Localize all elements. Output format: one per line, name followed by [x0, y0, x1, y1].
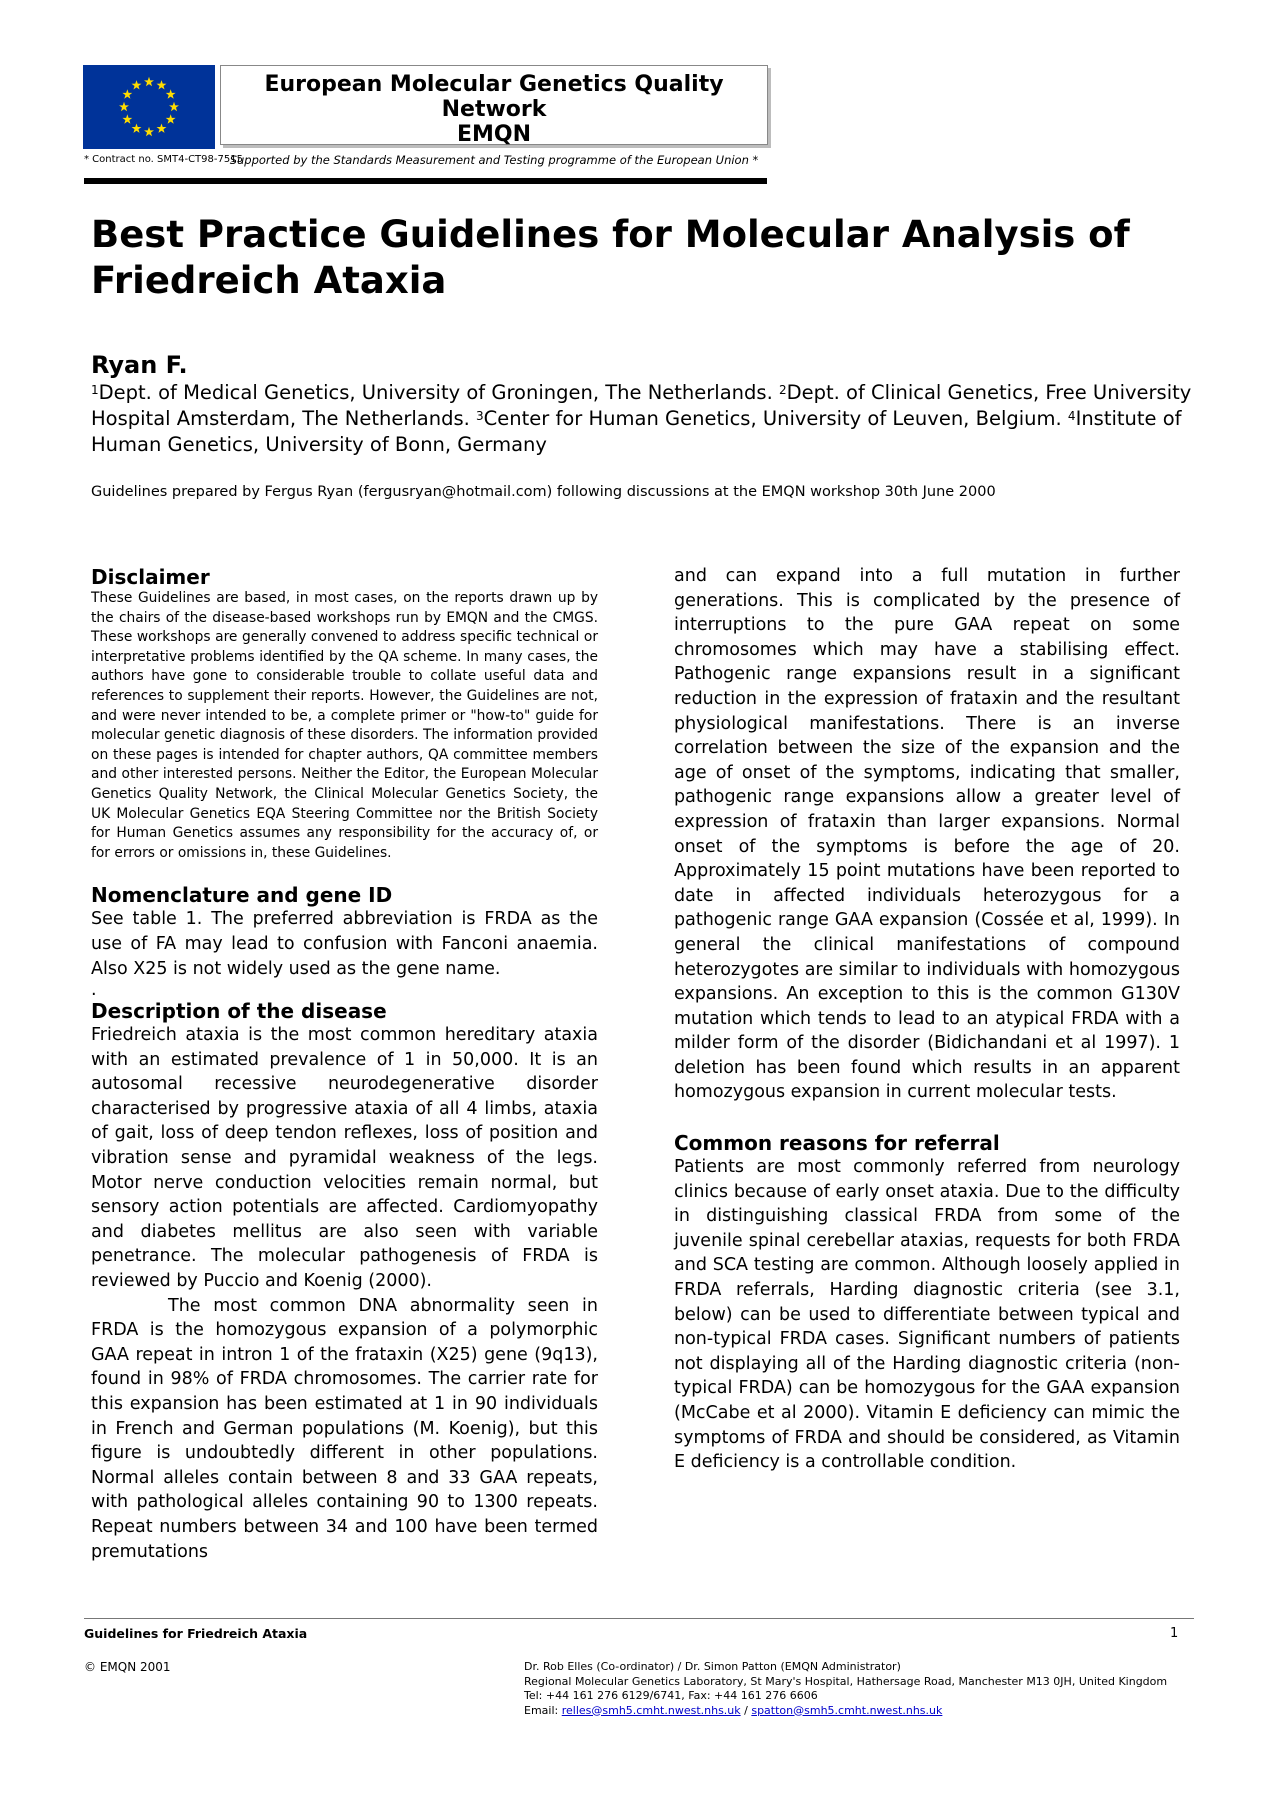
prepared-by-note: Guidelines prepared by Fergus Ryan (fergusryan@hotmail.com) following discussions at the EMQN workshop 30th June 2000 — [91, 484, 996, 500]
eu-star-icon — [144, 77, 154, 86]
description-paragraph-2: The most common DNA abnormality seen in FRDA is the homozygous expansion of a polymorphic GAA repeat in intron 1 of the frataxin (X25) gene (9q13), found in 98% of FRDA chromosomes. The carrier rate for this expansion has been estimated at 1 in 90 individuals in French and German populations (M. Koenig), but this figure is undoubtedly different in other populations. Normal alleles contain between 8 and 33 GAA repeats, with pathological alleles containing 90 to 1300 repeats. Repeat numbers between 34 and 100 have been termed premutations — [91, 1295, 598, 1562]
network-acronym: EMQN — [456, 122, 532, 147]
affiliations: $^1$Dept. of Medical Genetics, University of Groningen, The Netherlands. $^2$Dept. of Clinical Genetics, Free University Hospital Amsterdam, The Netherlands. $^3$Center for Human Genetics, University of Leuven, Belgium. $^4$Institute of Human Genetics, University of Bonn, Germany — [91, 381, 1192, 456]
disclaimer-text: These Guidelines are based, in most cases, on the reports drawn up by the chairs of the disease-based workshops run by EMQN and the CMGS. These workshops are generally convened to address specific technical or interpretative problems identified by the QA scheme. In many cases, the authors have gone to considerable trouble to collate useful data and references to supplement their reports. However, the Guidelines are not, and were never intended to be, a complete primer or "how-to" guide for molecular genetic diagnosis of these disorders. The information provided on these pages is intended for chapter authors, QA committee members and other interested persons. Neither the Editor, the European Molecular Genetics Quality Network, the Clinical Molecular Genetics Society, the UK Molecular Genetics EQA Steering Committee nor the British Society for Human Genetics assumes any responsibility for the accuracy of, or for errors or omissions in, these Guidelines. — [91, 590, 598, 861]
author: Ryan F. — [91, 351, 188, 379]
running-title: Guidelines for Friedreich Ataxia — [84, 1626, 308, 1641]
contact-names: Dr. Rob Elles (Co-ordinator) / Dr. Simon Patton (EMQN Administrator) — [524, 1660, 901, 1673]
nomenclature-heading: Nomenclature and gene ID — [91, 883, 393, 908]
page-number: 1 — [1170, 1626, 1179, 1641]
copyright: © EMQN 2001 — [84, 1660, 171, 1674]
eu-flag-logo — [83, 65, 215, 149]
left-column — [91, 565, 598, 1564]
referral-heading: Common reasons for referral — [674, 1131, 1000, 1156]
eu-star-icon — [119, 102, 129, 111]
contract-number: * Contract no. SMT4-CT98-7515 — [84, 154, 243, 165]
email-link-elles[interactable]: relles@smh5.cmht.nwest.nhs.uk — [561, 1703, 741, 1717]
eu-star-icon — [169, 102, 179, 111]
emqn-header-box — [220, 65, 768, 167]
stray-mark: . — [91, 980, 97, 1001]
referral-text: Patients are most commonly referred from neurology clinics because of early onset ataxia. Due to the difficulty in distinguishing classical FRDA from some of the juvenile spinal cerebellar ataxias, requests for both FRDA and SCA testing are common. Although loosely applied in FRDA referrals, Harding diagnostic criteria (see 3.1, below) can be used to differentiate between typical and non-typical FRDA cases. Significant numbers of patients not displaying all of the Harding diagnostic criteria (non-typical FRDA) can be homozygous for the GAA expansion (McCabe et al 2000). Vitamin E deficiency can mimic the symptoms of FRDA and should be considered, as Vitamin E deficiency is a controllable condition. — [674, 1157, 1180, 1473]
nomenclature-text: See table 1. The preferred abbreviation is FRDA as the use of FA may lead to confusion with Fanconi anaemia. Also X25 is not widely used as the gene name. — [91, 909, 598, 979]
email-link-patton[interactable]: spatton@smh5.cmht.nwest.nhs.uk — [751, 1703, 943, 1717]
header-rule — [84, 178, 767, 184]
eu-star-icon — [157, 123, 167, 132]
eu-star-icon — [166, 89, 176, 98]
description-paragraph-2-continued: and can expand into a full mutation in further generations. This is complicated by the presence of interruptions to the pure GAA repeat on some chromosomes which may have a stabilising effect. Pathogenic range expansions result in a significant reduction in the expression of frataxin and the resultant physiological manifestations. There is an inverse correlation between the size of the expansion and the age of onset of the symptoms, indicating that smaller, pathogenic range expansions allow a greater level of expression of frataxin than larger expansions. Normal onset of the symptoms is before the age of 20. Approximately 15 point mutations have been reported to date in affected individuals heterozygous for a pathogenic range GAA expansion (Cossée et al, 1999). In general the clinical manifestations of compound heterozygotes are similar to individuals with homozygous expansions. An exception to this is the common G130V mutation which tends to lead to an atypical FRDA with a milder form of the disorder (Bidichandani et al 1997). 1 deletion has been found which results in an apparent homozygous expansion in current molecular tests. — [674, 566, 1180, 1103]
eu-star-icon — [122, 114, 132, 123]
contact-block — [524, 1660, 1167, 1718]
contact-email: Email: relles@smh5.cmht.nwest.nhs.uk / spatton@smh5.cmht.nwest.nhs.uk — [524, 1703, 943, 1717]
eu-star-icon — [157, 80, 167, 89]
eu-star-icon — [122, 89, 132, 98]
contact-phone: Tel: +44 161 276 6129/6741, Fax: +44 161 276 6606 — [524, 1689, 818, 1702]
description-paragraph-1: Friedreich ataxia is the most common hereditary ataxia with an estimated prevalence of 1 in 50,000. It is an autosomal recessive neurodegenerative disorder characterised by progressive ataxia of all 4 limbs, ataxia of gait, loss of deep tendon reflexes, loss of position and vibration sense and pyramidal weakness of the legs. Motor nerve conduction velocities remain normal, but sensory action potentials are affected. Cardiomyopathy and diabetes mellitus are also seen with variable penetrance. The molecular pathogenesis of FRDA is reviewed by Puccio and Koenig (2000). — [91, 1025, 598, 1292]
disclaimer-heading: Disclaimer — [91, 565, 210, 589]
eu-star-icon — [132, 80, 142, 89]
network-title: European Molecular Genetics Quality Network — [264, 72, 724, 122]
eu-star-icon — [132, 123, 142, 132]
eu-stars-icon — [83, 65, 215, 149]
footer-rule — [84, 1618, 1194, 1619]
eu-star-icon — [144, 127, 154, 136]
document-title: Best Practice Guidelines for Molecular Analysis of Friedreich Ataxia — [91, 213, 1130, 302]
contact-address: Regional Molecular Genetics Laboratory, St Mary's Hospital, Hathersage Road, Manchester M13 0JH, United Kingdom — [524, 1674, 1168, 1688]
eu-star-icon — [166, 114, 176, 123]
description-heading: Description of the disease — [91, 999, 387, 1024]
support-text: Supported by the Standards Measurement and Testing programme of the European Union * — [229, 153, 759, 167]
right-column — [674, 564, 1180, 1475]
